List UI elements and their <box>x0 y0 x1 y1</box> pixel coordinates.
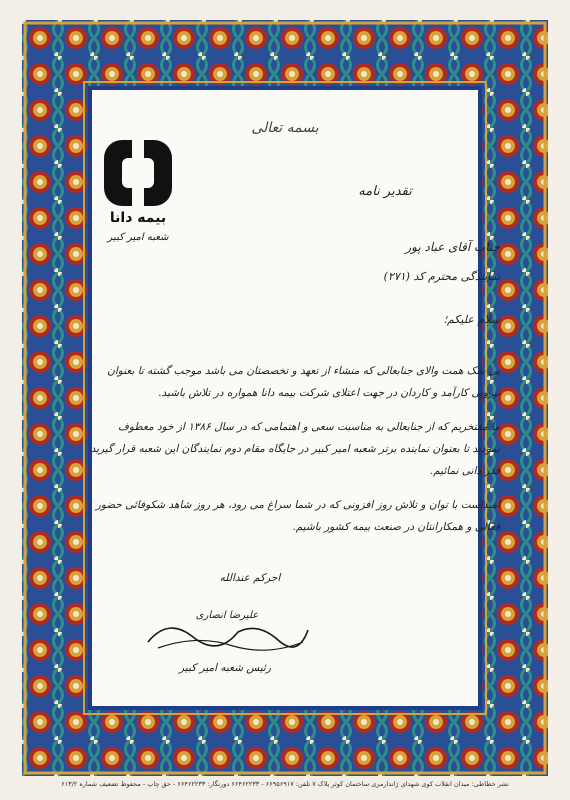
signer-title: رئیس شعبه امیر کبیر <box>179 662 271 674</box>
print-footer: نشر خطاطی: میدان انقلاب کوی شهدای ژاندارمری ساختمان کوثر پلاک ۷ تلفن: ۶۶۹۵۶۹۱۷ - ۶۶۴۶۲۲۳۳ دورنگار: ۶۶۴۶۲۲۳۳ - حق چاپ - محفوظ تضعیف شماره ۶۱۳/۲ <box>61 780 509 788</box>
logo-branch: شعبه امیر کبیر <box>107 232 169 243</box>
paragraph-1: بی شک همت والای جنابعالی که منشاء از تعهد و تخصصتان می باشد موجب گشته تا بعنوان نیرویی کارآمد و کاردان در جهت اعتلای شرکت بیمه دانا همواره در تلاش باشید. <box>107 365 500 399</box>
paragraph-2: ما مفتخریم که از جنابعالی به مناسبت سعی و اهتمامی که در سال ۱۳۸۶ از خود معطوف نمودید تا بعنوان نماینده برتر شعبه امیر کبیر در جایگاه مقام دوم نمایندگان این شعبه قرار گیرید قدر دانی نمائیم. <box>90 421 500 477</box>
closing-phrase: اجرکم عندالله <box>219 572 281 584</box>
signer-name: علیرضا انصاری <box>195 610 259 621</box>
logo-wordmark: بیمه دانا <box>109 210 167 226</box>
paragraph-3: امیداست با توان و تلاش روز افزونی که در شما سراغ می رود، هر روز شاهد شکوفائی حضور فعالی و همکارانتان در صنعت بیمه کشور باشیم. <box>95 499 500 533</box>
greeting: سلام علیکم؛ <box>443 313 500 326</box>
certificate-body <box>90 360 500 550</box>
bime-dana-logo <box>96 136 180 214</box>
certificate-title: تقدیر نامه <box>358 184 412 199</box>
agent-code-line: نمایندگی محترم کد (۲۷۱) <box>383 270 500 283</box>
basmala: بسمه تعالی <box>251 120 319 136</box>
recipient: جناب آقای عباد پور <box>405 240 500 254</box>
